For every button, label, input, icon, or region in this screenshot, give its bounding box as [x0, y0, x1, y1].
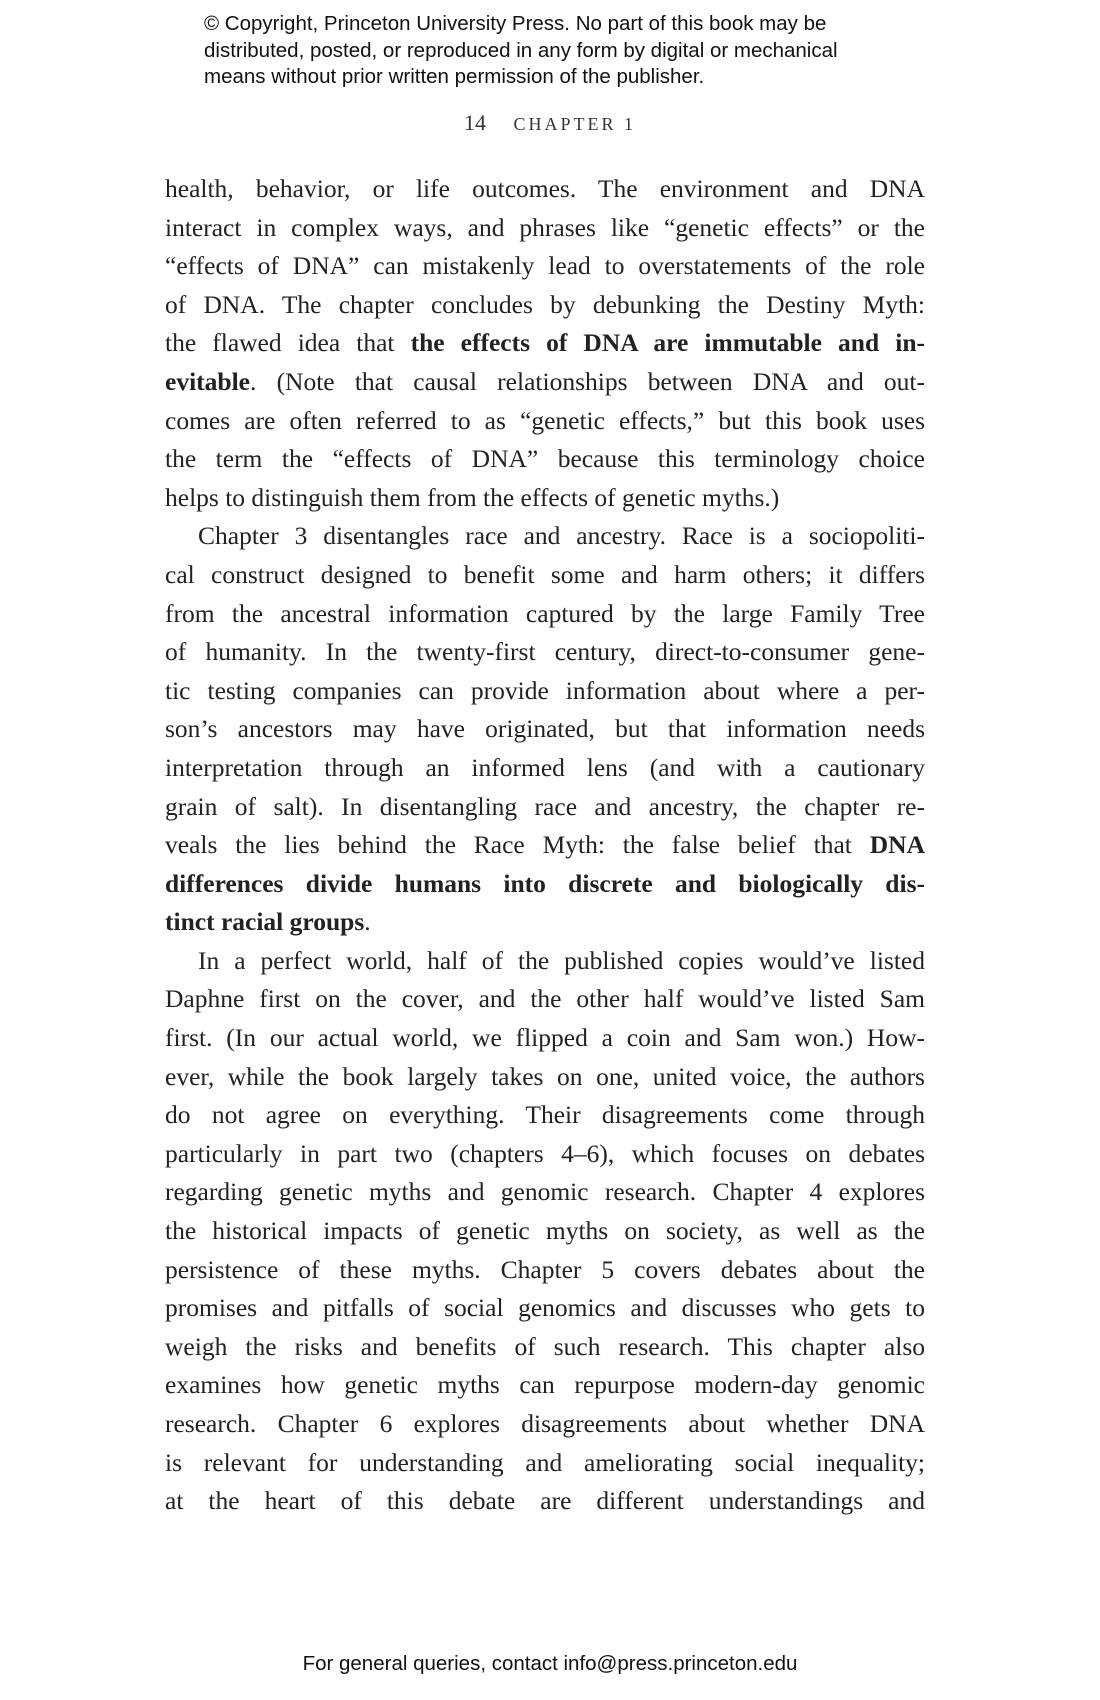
text-line — [165, 865, 925, 904]
chapter-label: CHAPTER 1 — [513, 114, 636, 134]
text-line — [165, 980, 925, 1019]
text-line — [165, 633, 925, 672]
text-line — [165, 1482, 925, 1521]
copyright-line: distributed, posted, or reproduced in any form by digital or mechanical — [204, 38, 838, 62]
text-line — [165, 1328, 925, 1367]
footer-contact: For general queries, contact info@press.princeton.edu — [302, 1652, 798, 1675]
bold-text: DNA — [869, 830, 925, 860]
text-line — [165, 556, 925, 595]
text-segment: son’s ancestors may have originated, but that information needs — [165, 714, 925, 744]
text-segment: examines how genetic myths can repurpose modern-day genomic — [165, 1370, 925, 1400]
text-segment: “effects of DNA” can mistakenly lead to overstatements of the role — [165, 251, 925, 281]
text-line — [165, 324, 925, 363]
text-segment: research. Chapter 6 explores disagreements about whether DNA — [165, 1409, 925, 1438]
running-head — [0, 110, 1100, 136]
text-line — [165, 1096, 925, 1135]
text-line — [165, 1058, 925, 1097]
text-line — [165, 1212, 925, 1251]
text-line — [165, 1135, 925, 1174]
text-segment: . (Note that causal relationships between DNA and out- — [249, 366, 925, 396]
text-segment: promises and pitfalls of social genomics and discusses who gets to — [165, 1293, 925, 1323]
text-segment: cal construct designed to benefit some and harm others; it differs — [165, 559, 925, 589]
text-segment: regarding genetic myths and genomic research. Chapter 4 explores — [165, 1177, 925, 1207]
text-segment: do not agree on everything. Their disagreements come through — [165, 1100, 925, 1130]
text-segment: the historical impacts of genetic myths on society, as well as the — [165, 1216, 925, 1246]
text-segment: health, behavior, or life outcomes. The environment and DNA — [165, 174, 925, 203]
text-line — [165, 363, 925, 402]
text-segment: particularly in part two (chapters 4–6), which focuses on debates — [165, 1138, 925, 1168]
text-segment: first. (In our actual world, we flipped a coin and Sam won.) How- — [165, 1023, 925, 1053]
bold-text: evitable — [165, 366, 250, 396]
text-line — [165, 1405, 925, 1444]
text-line — [165, 402, 925, 441]
text-segment: weigh the risks and benefits of such research. This chapter also — [165, 1331, 925, 1361]
text-line — [165, 788, 925, 827]
text-segment: of humanity. In the twenty-first century, direct-to-consumer gene- — [165, 637, 925, 667]
text-line — [165, 1289, 925, 1328]
text-line — [165, 749, 925, 788]
bold-text: differences divide humans into discrete and biologically dis- — [165, 868, 925, 898]
text-line — [165, 826, 925, 865]
text-segment: the flawed idea that — [165, 328, 411, 358]
text-segment: ever, while the book largely takes on one, united voice, the authors — [165, 1061, 925, 1091]
text-line — [165, 710, 925, 749]
text-segment: from the ancestral information captured by the large Family Tree — [165, 598, 925, 628]
text-line — [165, 942, 925, 981]
text-segment: interpretation through an informed lens (and with a cautionary — [165, 752, 925, 782]
text-segment: grain of salt). In disentangling race and ancestry, the chapter re- — [165, 791, 925, 821]
bold-text: the effects of DNA are immutable and in- — [410, 328, 925, 358]
text-segment: comes are often referred to as “genetic effects,” but this book uses — [165, 405, 925, 435]
text-line — [165, 672, 925, 711]
bold-text: tinct racial groups — [165, 907, 365, 937]
text-line — [165, 247, 925, 286]
text-line — [165, 1366, 925, 1405]
text-line — [165, 440, 925, 479]
copyright-notice — [204, 11, 924, 91]
text-segment: the term the “effects of DNA” because this terminology choice — [165, 444, 925, 474]
text-line — [165, 1019, 925, 1058]
text-segment: Chapter 3 disentangles race and ancestry. Race is a sociopoliti- — [198, 521, 925, 551]
body-text — [165, 170, 925, 1521]
text-segment: at the heart of this debate are different understandings and — [165, 1486, 925, 1516]
text-segment: veals the lies behind the Race Myth: the false belief that — [165, 830, 870, 860]
text-line — [165, 903, 925, 942]
text-line — [165, 209, 925, 248]
text-segment: persistence of these myths. Chapter 5 covers debates about the — [165, 1254, 925, 1284]
text-line — [165, 479, 925, 518]
text-segment: . — [364, 907, 371, 937]
text-segment: interact in complex ways, and phrases like “genetic effects” or the — [165, 212, 925, 242]
page-number: 14 — [463, 110, 486, 135]
text-line — [165, 1444, 925, 1483]
text-line — [165, 517, 925, 556]
copyright-line: © Copyright, Princeton University Press. No part of this book may be — [204, 12, 827, 35]
text-segment: helps to distinguish them from the effects of genetic myths.) — [165, 482, 780, 512]
text-segment: Daphne first on the cover, and the other half would’ve listed Sam — [165, 984, 925, 1014]
text-segment: tic testing companies can provide information about where a per- — [165, 675, 925, 705]
text-segment: is relevant for understanding and ameliorating social inequality; — [165, 1447, 925, 1477]
text-segment: In a perfect world, half of the published copies would’ve listed — [198, 945, 925, 975]
text-line — [165, 1251, 925, 1290]
text-line — [165, 170, 925, 209]
text-segment: of DNA. The chapter concludes by debunking the Destiny Myth: — [165, 289, 925, 319]
text-line — [165, 595, 925, 634]
text-line — [165, 286, 925, 325]
copyright-line: means without prior written permission of the publisher. — [204, 65, 705, 88]
text-line — [165, 1173, 925, 1212]
